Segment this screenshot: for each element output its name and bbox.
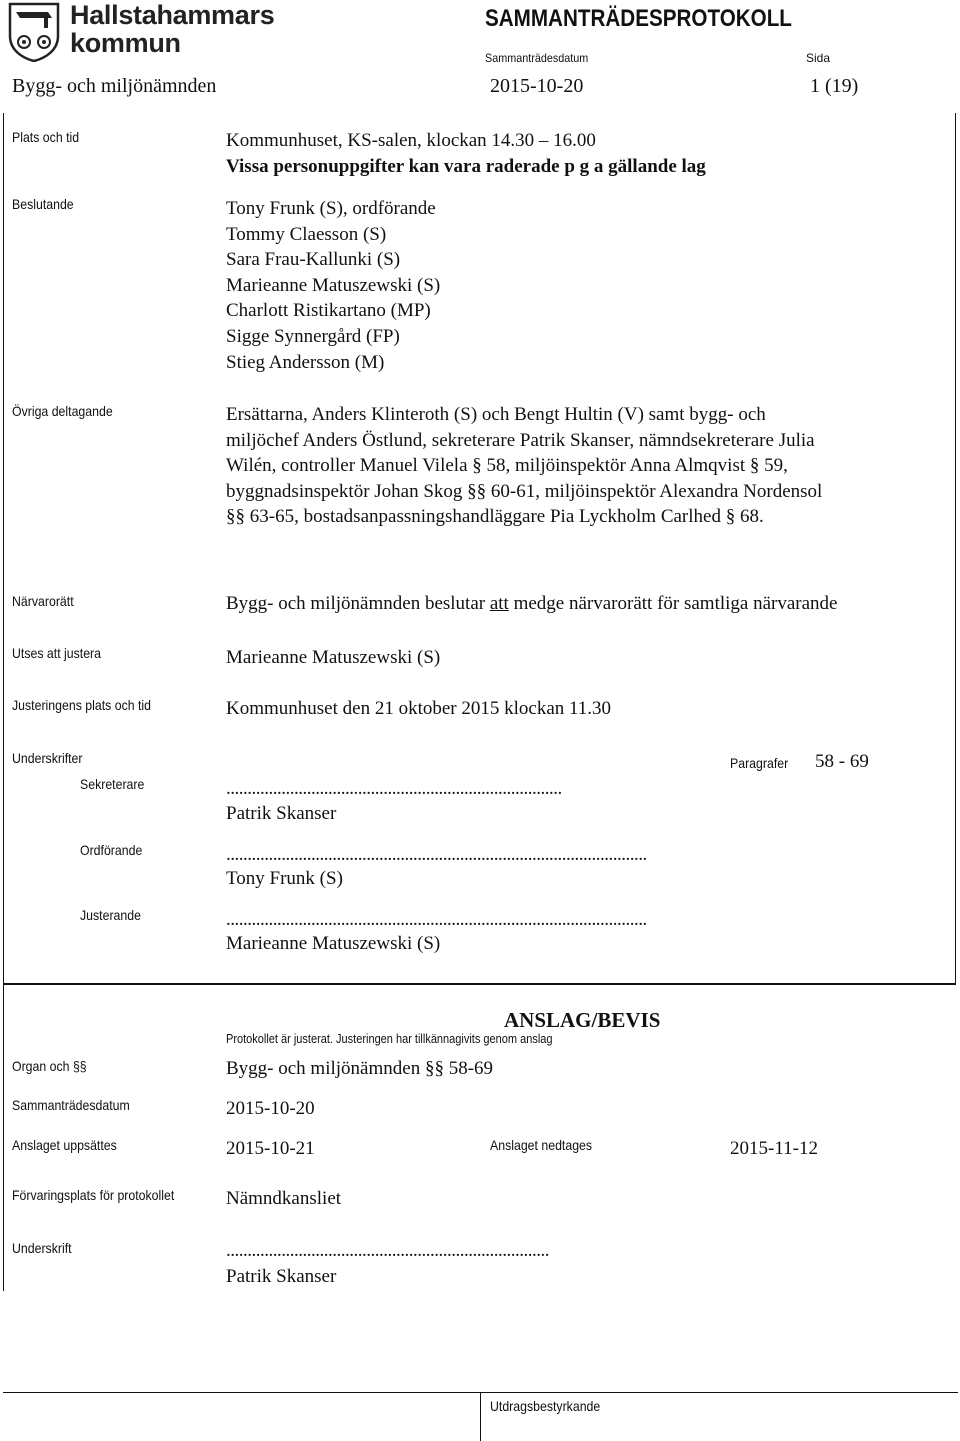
adjuster-value: Marieanne Matuszewski (S): [226, 647, 441, 668]
chair-name: Tony Frunk (S): [226, 868, 343, 889]
coat-of-arms-icon: [8, 2, 60, 62]
list-item: Tommy Claesson (S): [226, 223, 387, 245]
list-item: Charlott Ristikartano (MP): [226, 300, 431, 322]
footer-box-left-border: [480, 1392, 481, 1441]
deciding-members-list: [226, 196, 440, 375]
signature-label: Underskrift: [12, 1240, 72, 1256]
presence-text-end: medge närvarorätt för samtliga närvarande: [508, 593, 838, 614]
list-item: Stieg Andersson (M): [226, 351, 385, 373]
text-line: byggnadsinspektör Johan Skog §§ 60-61, miljöinspektör Alexandra Nordensol: [226, 480, 823, 502]
notice-box-left-border: [3, 983, 4, 1291]
organ-value: Bygg- och miljönämnden §§ 58-69: [226, 1058, 494, 1079]
logo-name-line2: kommun: [70, 28, 181, 58]
presence-right-text: [226, 591, 838, 617]
secretary-label: Sekreterare: [80, 776, 145, 792]
certified-extract-label: Utdragsbestyrkande: [490, 1398, 601, 1414]
paragraphs-value: 58 - 69: [815, 751, 869, 772]
main-box-right-border: [955, 113, 956, 983]
adjustment-place-value: Kommunhuset den 21 oktober 2015 klockan 11.30: [226, 698, 612, 719]
list-item: Tony Frunk (S), ordförande: [226, 198, 436, 219]
other-participants-label: Övriga deltagande: [12, 403, 113, 419]
meeting-date-label: Sammanträdesdatum: [485, 51, 589, 65]
removed-label: Anslaget nedtages: [490, 1137, 593, 1153]
notice-date-label: Sammanträdesdatum: [12, 1097, 130, 1113]
page-number: 1 (19): [810, 75, 859, 97]
notice-title: ANSLAG/BEVIS: [504, 1008, 661, 1032]
adjuster-signature-line: ...................................................................................................: [226, 909, 647, 930]
text-line: Ersättarna, Anders Klinteroth (S) och Bengt Hultin (V) samt bygg- och: [226, 404, 766, 425]
presence-text-start: Bygg- och miljönämnden beslutar: [226, 593, 490, 614]
signature-name: Patrik Skanser: [226, 1266, 337, 1287]
text-line: §§ 63-65, bostadsanpassningshandläggare Pia Lyckholm Carlhed § 68.: [226, 506, 764, 528]
storage-value: Nämndkansliet: [226, 1188, 342, 1209]
signatures-label: Underskrifter: [12, 750, 83, 766]
storage-label: Förvaringsplats för protokollet: [12, 1187, 175, 1203]
logo-name-line1: Hallstahammars: [70, 0, 275, 30]
notice-subtitle: Protokollet är justerat. Justeringen har tillkännagivits genom anslag: [226, 1032, 553, 1046]
list-item: Sigge Synnergård (FP): [226, 325, 400, 347]
meeting-date: 2015-10-20: [490, 75, 584, 97]
secretary-name: Patrik Skanser: [226, 803, 337, 824]
document-type: SAMMANTRÄDESPROTOKOLL: [485, 5, 792, 32]
presence-text-underlined: att: [489, 593, 509, 614]
adjuster-name: Marieanne Matuszewski (S): [226, 933, 441, 954]
paragraphs-label: Paragrafer: [730, 755, 789, 771]
list-item: Sara Frau-Kallunki (S): [226, 249, 401, 271]
posted-value: 2015-10-21: [226, 1138, 315, 1159]
text-line: miljöchef Anders Östlund, sekreterare Patrik Skanser, nämndsekreterare Julia: [226, 429, 815, 451]
page-label: Sida: [806, 51, 831, 65]
list-item: Marieanne Matuszewski (S): [226, 274, 441, 296]
chair-signature-line: ...................................................................................................: [226, 844, 647, 865]
place-value: Kommunhuset, KS-salen, klockan 14.30 – 16.00: [226, 130, 596, 151]
personal-data-notice: Vissa personuppgifter kan vara raderade p g a gällande lag: [226, 156, 706, 177]
organ-label: Organ och §§: [12, 1058, 87, 1074]
adjustment-place-label: Justeringens plats och tid: [12, 697, 152, 713]
place-label: Plats och tid: [12, 129, 80, 145]
adjuster-signature-label: Justerande: [80, 907, 141, 923]
posted-label: Anslaget uppsättes: [12, 1137, 117, 1153]
other-participants-text: [226, 402, 822, 530]
deciding-label: Beslutande: [12, 196, 74, 212]
main-box-left-border: [3, 113, 4, 983]
secretary-signature-line: ...............................................................................: [226, 778, 562, 799]
committee-name: Bygg- och miljönämnden: [12, 75, 217, 97]
presence-right-label: Närvarorätt: [12, 593, 74, 609]
notice-date-value: 2015-10-20: [226, 1098, 315, 1119]
adjuster-label: Utses att justera: [12, 645, 102, 661]
signature-line: ............................................................................: [226, 1240, 549, 1261]
removed-value: 2015-11-12: [730, 1138, 818, 1159]
section-divider: [3, 983, 956, 985]
text-line: Wilén, controller Manuel Vilela § 58, miljöinspektör Anna Almqvist § 59,: [226, 455, 788, 477]
chair-label: Ordförande: [80, 842, 143, 858]
municipality-logo: [8, 2, 278, 64]
